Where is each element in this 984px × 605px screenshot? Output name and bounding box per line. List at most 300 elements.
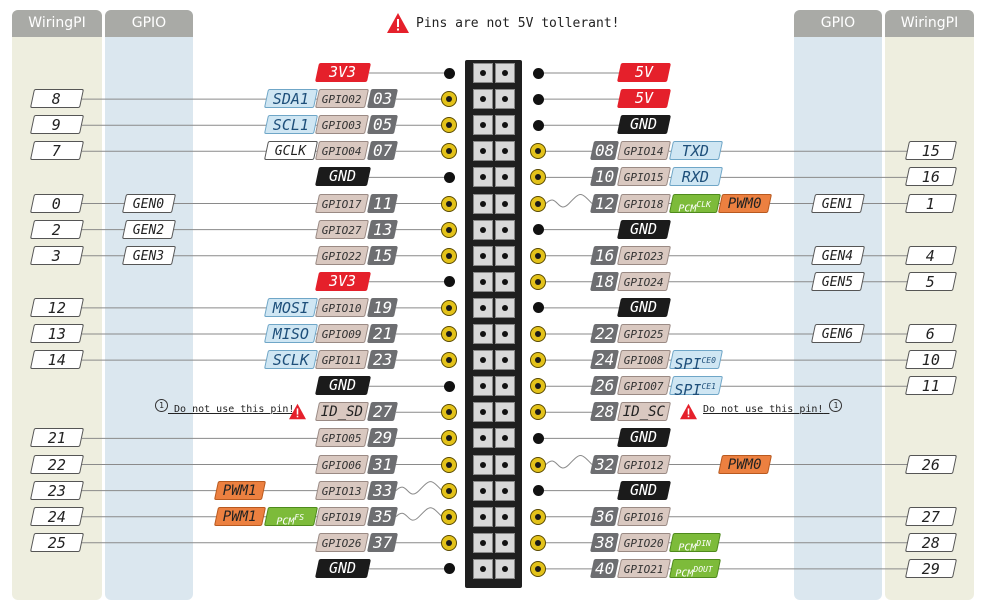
wiringpi-number-text: 25	[47, 533, 66, 552]
pin-number-text: 31	[372, 454, 393, 474]
pwm-label-text: PWM1	[222, 482, 257, 499]
wiringpi-number	[30, 481, 84, 500]
header-pin-hole	[473, 89, 493, 109]
gpio-label-text: GPIO12	[623, 458, 664, 472]
header-pin-hole	[473, 220, 493, 240]
pin-number	[590, 324, 619, 343]
gen-label	[122, 220, 176, 239]
wiringpi-number-text: 16	[921, 168, 940, 187]
pin-number	[367, 141, 398, 160]
gpio-pin-marker	[441, 248, 457, 264]
wiringpi-number-text: 10	[921, 351, 940, 370]
id-sd-label-text: ID_SD	[320, 404, 363, 421]
function-label	[669, 141, 723, 160]
wiringpi-number-text: 7	[52, 142, 62, 161]
pin-number	[367, 455, 398, 474]
pwm-label	[718, 455, 772, 474]
ground-label-text: GND	[630, 297, 658, 316]
gpio-label-text: GPIO24	[623, 275, 664, 289]
pin-number-text: 36	[594, 506, 615, 526]
pin-number-text: 10	[594, 167, 615, 187]
gpio-pin-marker	[441, 326, 457, 342]
gpio-label-text: GPIO09	[321, 328, 362, 341]
gen-label	[122, 246, 176, 265]
gpio-label	[617, 246, 671, 265]
gpio-pin-marker	[530, 326, 546, 342]
pin-number-text: 40	[594, 558, 615, 578]
left-gpio-header: GPIO	[105, 10, 193, 37]
function-label-text: SCLK	[272, 351, 309, 370]
wiringpi-number-text: 22	[47, 455, 66, 474]
power-pin-marker	[444, 381, 455, 392]
wiringpi-number-text: 27	[921, 507, 940, 526]
gen-label-text: GEN0	[133, 196, 165, 212]
pin-number	[590, 350, 619, 369]
wiringpi-number	[30, 428, 84, 447]
gpio-label	[617, 272, 671, 291]
pwm-label	[214, 507, 266, 526]
ground-label-text: GND	[329, 558, 357, 577]
pcm-label-sup: DOUT	[693, 564, 713, 574]
pin-number-text: 12	[594, 193, 615, 213]
gpio-label	[315, 481, 369, 500]
wiringpi-number	[30, 350, 84, 369]
pin-number	[367, 402, 398, 421]
gpio-label	[315, 507, 369, 526]
header-pin-hole	[473, 533, 493, 553]
power-pin-marker	[444, 276, 455, 287]
gpio-label	[617, 167, 671, 186]
header-pin-hole	[495, 455, 515, 475]
pin-number	[590, 507, 619, 526]
gpio-label	[315, 298, 369, 317]
header-pin-hole	[473, 115, 493, 135]
warning-icon-left	[288, 403, 307, 420]
gen-label	[122, 194, 176, 213]
ground-label	[315, 167, 371, 186]
pin-number	[590, 376, 619, 395]
spi-label	[669, 350, 723, 374]
pin-number	[367, 246, 398, 265]
gpio-pin-marker	[441, 352, 457, 368]
power-pin-marker	[533, 485, 544, 496]
spi-label-text: $SPI^{CE0}$	[674, 355, 717, 374]
gpio-label-text: GPIO06	[321, 458, 362, 472]
pin-number	[367, 507, 398, 526]
header-pin-hole	[495, 350, 515, 370]
pin-number	[367, 533, 398, 552]
wiringpi-number-text: 14	[47, 351, 66, 370]
pin-number-text: 37	[372, 532, 393, 552]
power-label	[315, 272, 371, 291]
gpio-label-text: GPIO14	[623, 145, 664, 159]
wiringpi-number	[905, 533, 957, 552]
power-pin-marker	[444, 172, 455, 183]
pcm-label	[669, 533, 721, 552]
ground-label-text: GND	[630, 428, 658, 447]
gen-label	[811, 246, 865, 265]
pwm-wave-connector	[396, 508, 442, 520]
header-pin-hole	[495, 89, 515, 109]
gpio-label	[315, 89, 369, 108]
header-pin-hole	[473, 402, 493, 422]
gpio-label-text: GPIO04	[321, 145, 362, 159]
gpio-pin-marker	[441, 196, 457, 212]
wiringpi-number	[30, 115, 84, 134]
wiringpi-number-text: 11	[921, 377, 940, 396]
pin-number	[590, 246, 619, 265]
gpio-label	[315, 194, 369, 213]
warning-text: Pins are not 5V tollerant!	[416, 15, 620, 31]
function-label-text: SCL1	[272, 116, 309, 135]
power-label-text: 3V3	[329, 271, 357, 290]
gen-label	[811, 272, 865, 291]
header-pin-hole	[495, 272, 515, 292]
power-label	[315, 63, 371, 82]
pin-number	[367, 220, 398, 239]
pin-number-text: 11	[372, 193, 393, 213]
header-pin-hole	[473, 428, 493, 448]
pin-number	[367, 428, 398, 447]
gpio-pin-marker	[441, 483, 457, 499]
gpio-label-text: GPIO18	[623, 197, 664, 211]
power-pin-marker	[444, 563, 455, 574]
gen-label-text: GEN3	[133, 248, 165, 264]
gen-label	[811, 324, 865, 343]
pin-number-text: 29	[372, 428, 393, 448]
pin-number	[590, 455, 619, 474]
gpio-label	[617, 376, 671, 395]
ground-label	[315, 376, 371, 395]
wiringpi-number-text: 9	[52, 116, 62, 135]
gpio-pin-marker	[530, 248, 546, 264]
gen-label-text: GEN1	[822, 196, 854, 212]
ground-label-text: GND	[630, 115, 658, 134]
header-pin-hole	[495, 376, 515, 396]
pin-number-text: 22	[594, 324, 615, 343]
gpio-label	[315, 350, 369, 369]
gpio-label	[617, 507, 671, 526]
function-label	[264, 324, 318, 343]
spi-label-text: $SPI^{CE1}$	[674, 381, 717, 400]
gclk-label-text: GCLK	[275, 144, 307, 160]
power-label-text: 3V3	[329, 63, 357, 81]
gpio-pin-marker	[530, 352, 546, 368]
header-pin-hole	[473, 481, 493, 501]
power-pin-marker	[533, 120, 544, 131]
gen-label-text: GEN6	[822, 327, 854, 342]
gclk-label	[264, 141, 318, 160]
gpio-label	[315, 533, 369, 552]
wiringpi-number	[30, 533, 84, 552]
header-pin-hole	[495, 246, 515, 266]
pin-number-text: 28	[594, 402, 615, 422]
note-right	[703, 401, 842, 415]
header-pin-hole	[495, 115, 515, 135]
gpio-label-text: GPIO02	[321, 93, 362, 107]
pin-number	[367, 115, 398, 134]
function-label-text: RXD	[682, 168, 710, 187]
header-pin-hole	[473, 63, 493, 83]
wiringpi-number	[905, 141, 957, 160]
note-right-text: Do not use this pin!	[703, 404, 824, 415]
gpio-label-text: GPIO08	[623, 354, 664, 368]
gpio-label	[315, 220, 369, 239]
pin-number	[367, 298, 398, 317]
pin-number-text: 18	[594, 271, 615, 291]
wiringpi-number-text: 6	[926, 325, 936, 343]
power-label-text: 5V	[634, 89, 654, 108]
wiringpi-number	[905, 167, 957, 186]
gpio-label-text: GPIO27	[321, 223, 362, 237]
pin-number	[590, 402, 619, 421]
header-pin-hole	[473, 167, 493, 187]
right-gpio-header: GPIO	[794, 10, 882, 37]
wiringpi-number	[905, 324, 957, 343]
ground-label-text: GND	[329, 376, 357, 395]
gpio-label-text: GPIO20	[623, 536, 664, 550]
gpio-pin-marker	[441, 457, 457, 473]
wiringpi-number-text: 29	[921, 559, 940, 578]
wiringpi-number-text: 21	[47, 429, 66, 448]
note-left-text: Do not use this pin!	[174, 404, 295, 415]
header-pin-hole	[473, 455, 493, 475]
wiringpi-number-text: 5	[926, 272, 936, 291]
wiringpi-number	[30, 194, 84, 213]
gen-label	[811, 194, 865, 213]
id-sd-label	[315, 402, 369, 421]
header-pin-hole	[495, 428, 515, 448]
gpio-label	[617, 533, 671, 552]
gpio-label	[617, 350, 671, 369]
wiringpi-number	[30, 89, 84, 108]
gen-label-text: GEN4	[822, 248, 854, 264]
pcm-label	[669, 194, 721, 213]
note-left	[155, 401, 295, 415]
function-label-text: SDA1	[272, 90, 309, 109]
left-wiringpi-header: WiringPI	[12, 10, 102, 37]
wiringpi-number-text: 3	[52, 246, 62, 265]
wiringpi-number	[30, 141, 84, 160]
pin-number	[590, 272, 619, 291]
header-pin-hole	[473, 272, 493, 292]
pin-number	[367, 481, 398, 500]
header-pin-hole	[495, 167, 515, 187]
power-pin-marker	[533, 433, 544, 444]
header-pin-hole	[473, 194, 493, 214]
warning-icon-right	[679, 403, 698, 420]
pin-number-text: 21	[372, 324, 393, 343]
pin-number-text: 38	[594, 532, 615, 552]
wiringpi-number-text: 26	[921, 455, 940, 474]
function-label	[264, 298, 318, 317]
gpio-pin-marker	[530, 535, 546, 551]
gen-label-text: GEN5	[822, 274, 854, 290]
function-label	[264, 350, 318, 369]
gpio-label	[315, 455, 369, 474]
header-pin-hole	[495, 481, 515, 501]
header-pin-hole	[495, 141, 515, 161]
function-label-text: TXD	[682, 142, 710, 161]
gpio-label-text: GPIO26	[321, 536, 362, 550]
gpio-label-text: GPIO11	[321, 354, 362, 368]
pin-number-text: 15	[372, 245, 393, 265]
pin-number-text: 32	[594, 454, 615, 474]
gpio-label	[315, 246, 369, 265]
pin-number-text: 16	[594, 245, 615, 265]
wiringpi-number-text: 23	[47, 481, 66, 500]
ground-label	[617, 115, 671, 134]
pwm-label-text: PWM0	[727, 456, 762, 473]
pwm-wave-connector	[396, 482, 442, 494]
gpio-label	[617, 194, 671, 213]
pin-number-text: 27	[372, 402, 393, 422]
pin-number	[590, 141, 619, 160]
pcm-label-text: $PCM^{CLK}$	[678, 199, 711, 214]
right-wiringpi-header: WiringPI	[885, 10, 974, 37]
wiringpi-number	[905, 559, 957, 578]
function-label	[669, 167, 723, 186]
note-marker-right: 1	[829, 399, 842, 412]
header-pin-hole	[495, 559, 515, 579]
wiringpi-number	[905, 272, 957, 291]
pcm-label-sup: CLK	[696, 199, 711, 209]
gpio-label-text: GPIO15	[623, 171, 664, 185]
wiringpi-number-text: 1	[926, 194, 936, 213]
gpio-label	[617, 141, 671, 160]
header-pin-hole	[473, 298, 493, 318]
pwm-label	[718, 194, 772, 213]
pcm-label-sup: DIN	[696, 538, 711, 548]
gpio-label-text: GPIO25	[623, 328, 664, 341]
ground-label	[315, 559, 371, 578]
pin-number-text: 26	[594, 376, 615, 396]
pwm-wave-connector	[546, 195, 592, 207]
gpio-pin-marker	[530, 274, 546, 290]
pin-number-text: 13	[372, 219, 393, 239]
spi-label	[669, 376, 723, 400]
pin-number	[367, 324, 398, 343]
pcm-label	[669, 559, 721, 578]
header-pin-hole	[473, 324, 493, 344]
function-label	[264, 89, 318, 108]
gpio-label-text: GPIO05	[321, 432, 362, 446]
id-sc-label-text: ID_SC	[622, 404, 665, 421]
header-pin-hole	[473, 350, 493, 370]
gpio-label	[617, 324, 671, 343]
header-pin-hole	[495, 324, 515, 344]
wiringpi-number	[30, 324, 84, 343]
header-pin-hole	[495, 63, 515, 83]
pcm-label	[264, 507, 318, 526]
pcm-label-text: $PCM^{FS}$	[276, 512, 305, 528]
header-pin-hole	[495, 298, 515, 318]
gpio-label-text: GPIO22	[321, 249, 362, 263]
gpio-pin-marker	[441, 91, 457, 107]
header-pin-hole	[495, 507, 515, 527]
wiringpi-number-text: 24	[47, 507, 66, 526]
gpio-pin-marker	[530, 196, 546, 212]
power-pin-marker	[533, 68, 544, 79]
pin-number	[367, 89, 398, 108]
wiringpi-number	[30, 507, 84, 526]
wiringpi-number	[30, 455, 84, 474]
gpio-label	[315, 115, 369, 134]
power-label	[617, 63, 671, 82]
pin-number-text: 35	[372, 506, 393, 526]
wiringpi-number-text: 28	[921, 533, 940, 552]
pcm-label-sup: FS	[294, 512, 305, 522]
ground-label	[617, 298, 671, 317]
pwm-wave-connector	[546, 456, 592, 468]
wiringpi-number-text: 4	[926, 246, 936, 265]
wiringpi-number	[905, 246, 957, 265]
gpio-label-text: GPIO10	[321, 301, 362, 315]
gpio-label-text: GPIO16	[623, 510, 664, 524]
ground-label-text: GND	[630, 480, 658, 499]
wiringpi-number-text: 0	[52, 194, 62, 213]
note-marker-left: 1	[155, 399, 168, 412]
pin-number-text: 33	[372, 480, 393, 500]
power-label-text: 5V	[634, 63, 654, 81]
header-pin-hole	[495, 220, 515, 240]
header-pin-hole	[473, 141, 493, 161]
gpio-label-text: GPIO23	[623, 249, 664, 263]
power-pin-marker	[444, 68, 455, 79]
wiringpi-number-text: 15	[921, 142, 940, 161]
power-label	[617, 89, 671, 108]
ground-label	[617, 481, 671, 500]
gpio-pin-marker	[530, 561, 546, 577]
pin-number	[367, 194, 398, 213]
header-pin-hole	[495, 402, 515, 422]
ground-label	[617, 220, 671, 239]
id-sc-label	[617, 402, 671, 421]
spi-label-sup: CE1	[701, 382, 717, 392]
gpio-label	[315, 324, 369, 343]
pcm-label-text: $PCM^{DIN}$	[678, 538, 711, 554]
wiringpi-number	[905, 194, 957, 213]
header-pin-hole	[495, 194, 515, 214]
header-pin-hole	[473, 376, 493, 396]
function-label-text: MOSI	[272, 298, 309, 317]
ground-label-text: GND	[630, 219, 658, 238]
gpio-pin-marker	[441, 300, 457, 316]
pin-number	[590, 194, 619, 213]
pin-number-text: 07	[372, 141, 393, 161]
spi-label-sup: CE0	[701, 356, 717, 366]
pin-number-text: 24	[594, 350, 615, 370]
gpio-pin-marker	[441, 509, 457, 525]
pcm-label-text: $PCM^{DOUT}$	[675, 564, 713, 580]
wiringpi-number	[905, 350, 957, 369]
gpio-label	[617, 455, 671, 474]
gpio-label-text: GPIO07	[623, 380, 664, 394]
function-label	[264, 115, 318, 134]
pin-number	[367, 350, 398, 369]
header-pin-hole	[473, 507, 493, 527]
wiringpi-number-text: 8	[52, 90, 62, 109]
gpio-label-text: GPIO03	[321, 119, 362, 133]
pin-number-text: 23	[372, 350, 393, 370]
gen-label-text: GEN2	[133, 222, 165, 238]
pin-number	[590, 167, 619, 186]
power-pin-marker	[533, 94, 544, 105]
gpio-label-text: GPIO13	[321, 484, 362, 498]
function-label-text: MISO	[272, 325, 309, 343]
pwm-label	[214, 481, 266, 500]
wiringpi-number-text: 2	[52, 220, 62, 239]
